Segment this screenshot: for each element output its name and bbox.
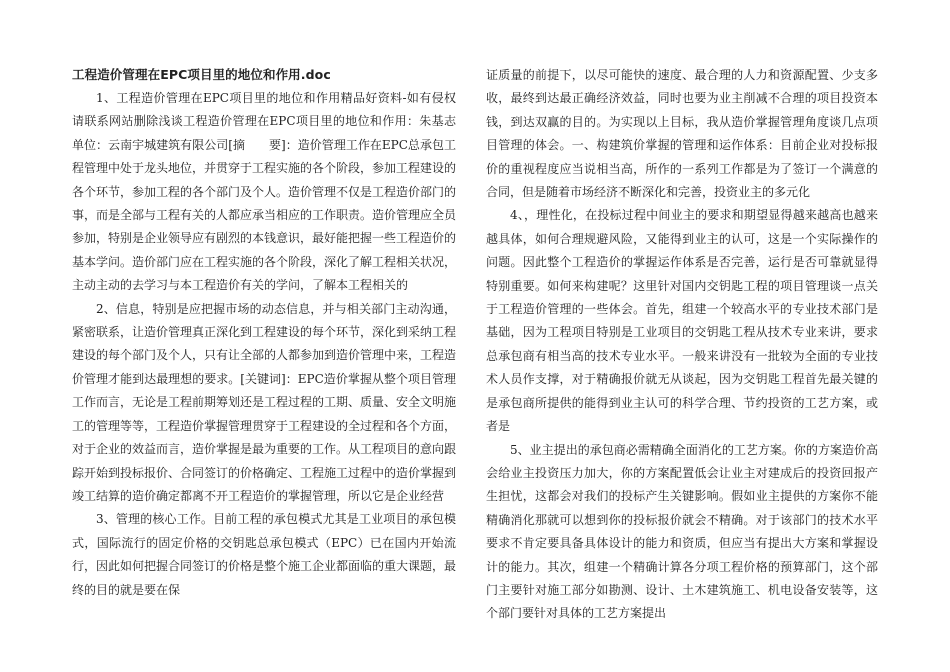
paragraph-3: 3、管理的核心工作。目前工程的承包模式尤其是工业项目的承包模式，国际流行的固定价格的交钥匙总承包模式（EPC）已在国内开始流行，因此如何把握合同签订的价格是整个施工企业都面临的重大课题，最终的目的就是要在保 <box>72 512 457 597</box>
paragraph-2: 2、信息，特别是应把握市场的动态信息，并与相关部门主动沟通，紧密联系，让造价管理真正深化到工程建设的每个环节，深化到采纳工程建设的每个部门及个人，只有让全部的人都参加到造价管理中来，工程造价管理才能到达最理想的要求。[关键词]：EPC造价掌握从整个项目管理工作而言，无论是工程前期筹划还是工程过程的工期、质量、安全文明施工的管理等等，工程造价掌握管理贯穿于工程建设的全过程和各个方面，对于企业的效益而言，造价掌握是最为重要的工作。从工程项目的意向跟踪开始到投标报价、合同签订的价格确定、工程施工过程中的造价掌握到竣工结算的造价确定都离不开工程造价的掌握管理，所以它是企业经营 <box>72 301 457 503</box>
paragraph-3-continued: 证质量的前提下，以尽可能快的速度、最合理的人力和资源配置、少支多收，最终到达最正确经济效益，同时也要为业主削减不合理的项目投资本钱，到达双赢的目的。为实现以上目标，我从造价掌握管理角度谈几点项目管理的体会。一、构建筑价掌握的管理和运作体系：目前企业对投标报价的重视程度应当说相当高，所作的一系列工作都是为了签订一个满意的合同，但是随着市场经济不断深化和完善，投资业主的多元化 <box>486 68 878 200</box>
paragraph-4: 4、，理性化，在投标过程中间业主的要求和期望显得越来越高也越来越具体，如何合理规避风险，又能得到业主的认可，这是一个实际操作的问题。因此整个工程造价的掌握运作体系是否完善，运行是否可靠就显得特别重要。如何来构建呢？这里针对国内交钥匙工程的项目管理谈一点关于工程造价管理的一些体会。首先，组建一个较高水平的专业技术部门是基础，因为工程项目特别是工业项目的交钥匙工程从技术专业来讲，要求总承包商有相当高的技术专业水平。一般来讲没有一批较为全面的专业技术人员作支撑，对于精确报价就无从谈起，因为交钥匙工程首先最关键的是承包商所提供的能得到业主认可的科学合理、节约投资的工艺方案，或者是 <box>486 208 878 434</box>
document-title: 工程造价管理在EPC项目里的地位和作用.doc <box>72 67 331 82</box>
right-column <box>486 64 878 626</box>
paragraph-5: 5、业主提出的承包商必需精确全面消化的工艺方案。你的方案造价高会给业主投资压力加大，你的方案配置低会让业主对建成后的投资回报产生担忧，这都会对我们的投标产生关键影响。假如业主提供的方案你不能精确消化那就可以想到你的投标报价就会不精确。对于该部门的技术水平要求不肯定要具备具体设计的能力和资质，但应当有提出大方案和掌握设计的能力。其次，组建一个精确计算各分项工程价格的预算部门，这个部门主要针对施工部分如勘测、设计、土木建筑施工、机电设备安装等，这个部门要针对具体的工艺方案提出 <box>486 442 878 621</box>
paragraph-1: 1、工程造价管理在EPC项目里的地位和作用精品好资料-如有侵权请联系网站删除浅谈工程造价管理在EPC项目里的地位和作用：朱基志单位：云南宇城建筑有限公司[摘 要]：造价管理工作在EPC总承包工程管理中处于龙头地位，并贯穿于工程实施的各个阶段，参加工程建设的各个环节，参加工程的各个部门及个人。造价管理不仅是工程造价部门的事，而是全部与工程有关的人都应承当相应的工作职责。造价管理应全员参加，特别是企业领导应有剧烈的本钱意识，最好能把握一些工程造价的基本学问。造价部门应在工程实施的各个阶段，深化了解工程相关状况，主动主动的去学习与本工程造价有关的学问，了解本工程相关的 <box>72 91 457 293</box>
left-column <box>72 64 456 602</box>
